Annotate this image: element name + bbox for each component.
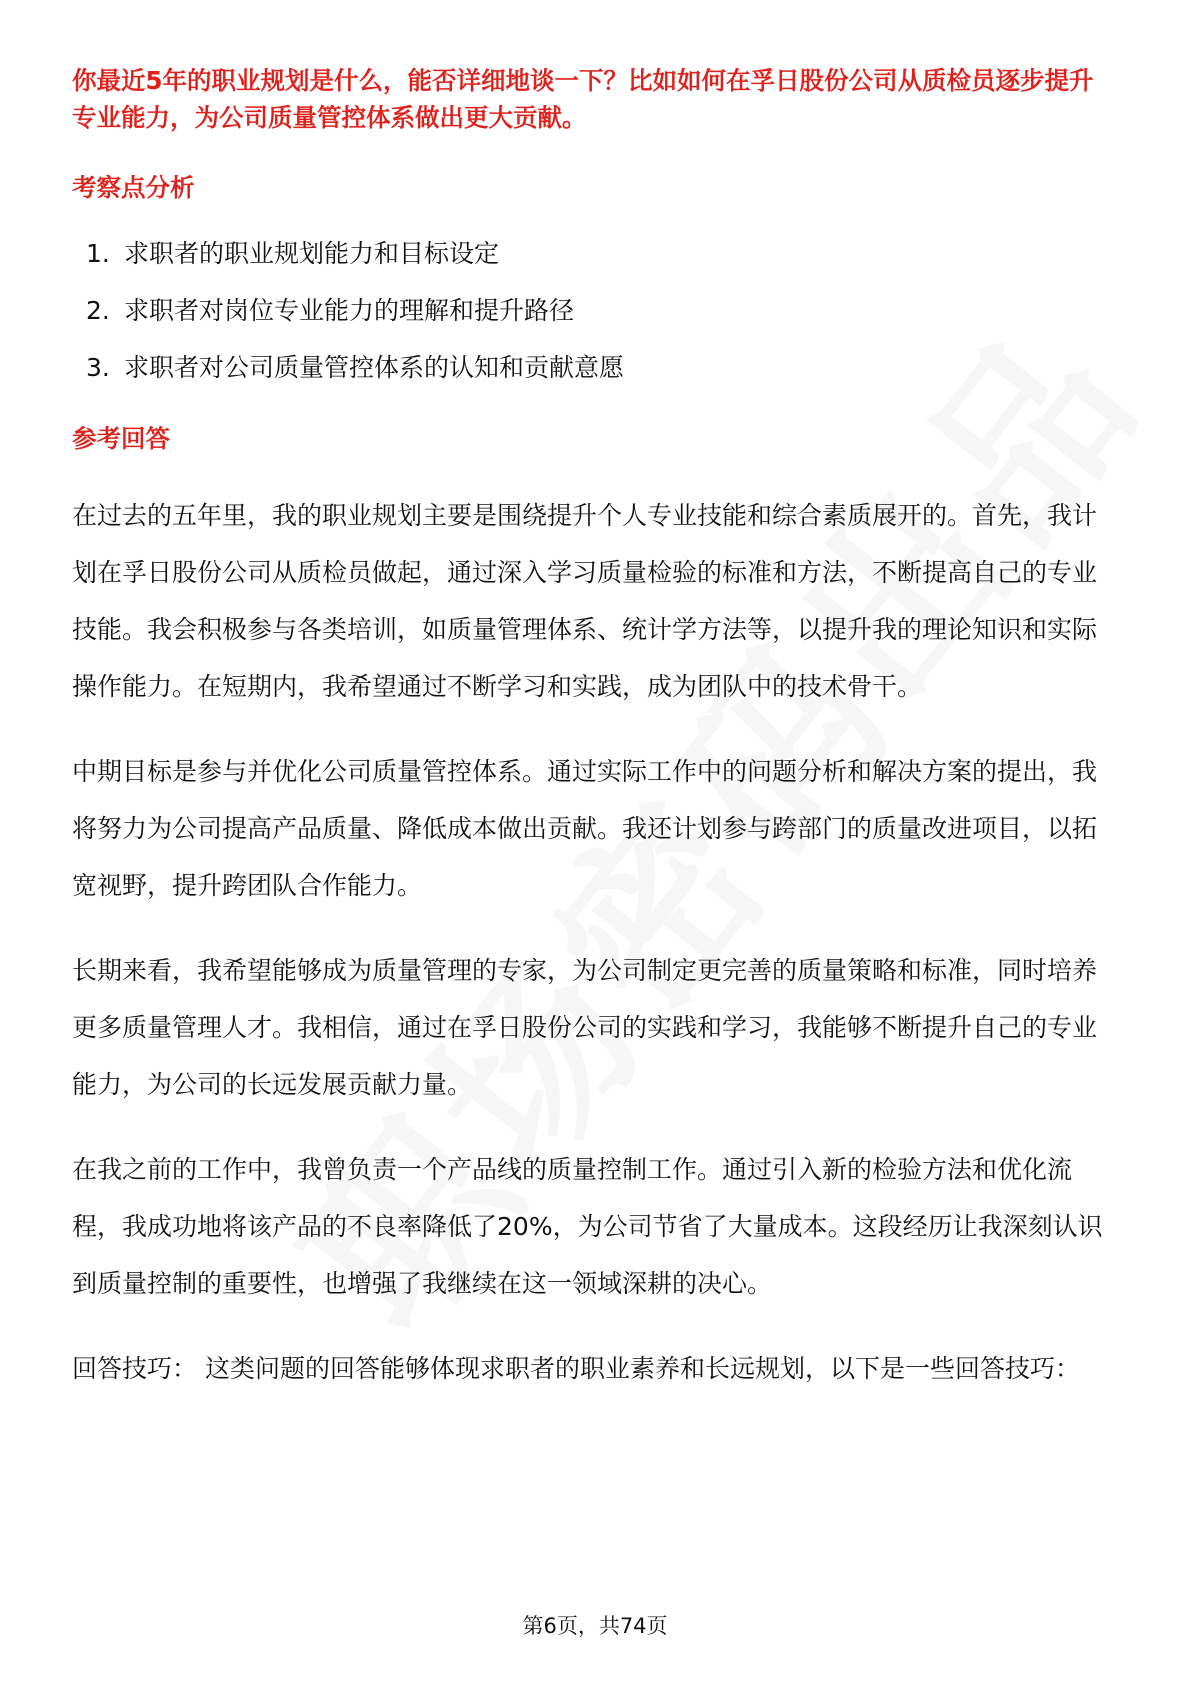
- answer-paragraph: 在我之前的工作中，我曾负责一个产品线的质量控制工作。通过引入新的检验方法和优化流程，我成功地将该产品的不良率降低了20%，为公司节省了大量成本。这段经历让我深刻认识到质量控制的重要性，也增强了我继续在这一领域深耕的决心。: [72, 1155, 1103, 1298]
- answer-title: 参考回答: [72, 424, 170, 453]
- list-item: [72, 293, 1118, 329]
- question-heading: 你最近5年的职业规划是什么，能否详细地谈一下？比如如何在孚日股份公司从质检员逐步提升专业能力，为公司质量管控体系做出更大贡献。: [72, 66, 1094, 132]
- list-item-text: 求职者对公司质量管控体系的认知和贡献意愿: [124, 353, 625, 382]
- list-item-number: 1.: [86, 239, 110, 268]
- analysis-title: 考察点分析: [72, 173, 195, 202]
- list-item-text: 求职者对岗位专业能力的理解和提升路径: [124, 296, 575, 325]
- answer-paragraph: 中期目标是参与并优化公司质量管控体系。通过实际工作中的问题分析和解决方案的提出，我将努力为公司提高产品质量、降低成本做出贡献。我还计划参与跨部门的质量改进项目，以拓宽视野，提升跨团队合作能力。: [72, 757, 1098, 900]
- answer-paragraph: 在过去的五年里，我的职业规划主要是围绕提升个人专业技能和综合素质展开的。首先，我计划在孚日股份公司从质检员做起，通过深入学习质量检验的标准和方法，不断提高自己的专业技能。我会积极参与各类培训，如质量管理体系、统计学方法等，以提升我的理论知识和实际操作能力。在短期内，我希望通过不断学习和实践，成为团队中的技术骨干。: [72, 501, 1098, 701]
- list-item: [72, 236, 1118, 272]
- list-item-number: 2.: [86, 296, 110, 325]
- answer-tips-paragraph: 回答技巧： 这类问题的回答能够体现求职者的职业素养和长远规划，以下是一些回答技巧：: [72, 1354, 1080, 1383]
- analysis-list: [72, 236, 1118, 386]
- answer-paragraph: 长期来看，我希望能够成为质量管理的专家，为公司制定更完善的质量策略和标准，同时培养更多质量管理人才。我相信，通过在孚日股份公司的实践和学习，我能够不断提升自己的专业能力，为公司的长远发展贡献力量。: [72, 956, 1098, 1099]
- list-item: [72, 350, 1118, 386]
- page-number-footer: 第6页，共74页: [522, 1614, 668, 1638]
- list-item-number: 3.: [86, 353, 110, 382]
- list-item-text: 求职者的职业规划能力和目标设定: [124, 239, 500, 268]
- page-content: [72, 62, 1118, 1397]
